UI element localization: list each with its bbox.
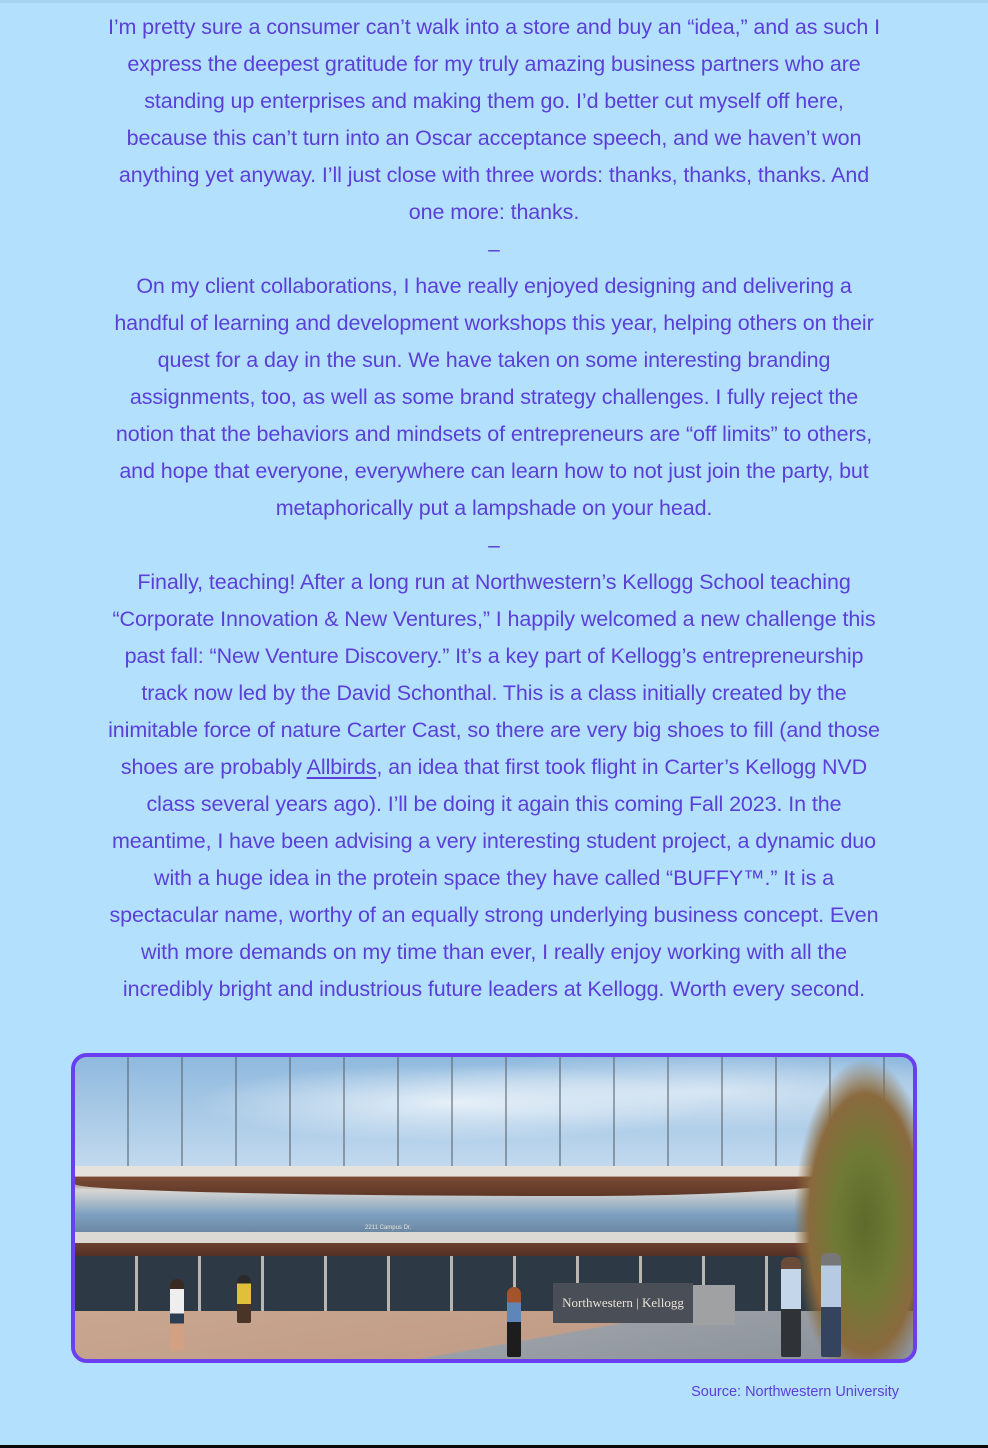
text-line: assignments, too, as well as some brand strategy challenges. I fully reject the bbox=[129, 385, 859, 409]
text-line: handful of learning and development workshops this year, helping others on their bbox=[114, 311, 874, 335]
photo-tree bbox=[793, 1057, 913, 1359]
text-line: anything yet anyway. I’ll just close with three words: thanks, thanks, thanks. And bbox=[118, 163, 870, 187]
kellogg-building-photo[interactable] bbox=[71, 1053, 917, 1363]
text-line-with-link bbox=[54, 749, 934, 786]
text-line: class several years ago). I’ll be doing it again this coming Fall 2023. In the bbox=[146, 792, 842, 816]
photo-lower-canopy bbox=[75, 1232, 913, 1259]
text-line: meantime, I have been advising a very interesting student project, a dynamic duo bbox=[111, 829, 877, 853]
text-line: with a huge idea in the protein space they have called “BUFFY™.” It is a bbox=[154, 866, 834, 890]
text-line: incredibly bright and industrious future leaders at Kellogg. Worth every second. bbox=[122, 977, 866, 1001]
text-line: I’m pretty sure a consumer can’t walk into a store and buy an “idea,” and as such I bbox=[107, 15, 881, 39]
photo-sign-stone bbox=[693, 1285, 735, 1325]
photo-person bbox=[507, 1287, 521, 1357]
photo-person bbox=[170, 1279, 184, 1351]
text-fragment: , an idea that first took flight in Carter’s Kellogg NVD bbox=[376, 755, 868, 779]
text-line: because this can’t turn into an Oscar acceptance speech, and we haven’t won bbox=[126, 126, 862, 150]
text-line: past fall: “New Venture Discovery.” It’s a key part of Kellogg’s entrepreneurship bbox=[124, 644, 864, 668]
text-line: track now led by the David Schonthal. This is a class initially created by the bbox=[141, 681, 847, 705]
paragraph-client-collaborations bbox=[54, 268, 934, 527]
text-line: quest for a day in the sun. We have taken on some interesting branding bbox=[157, 348, 831, 372]
text-line: notion that the behaviors and mindsets of entrepreneurs are “off limits” to others, bbox=[115, 422, 873, 446]
photo-person bbox=[781, 1257, 801, 1357]
text-fragment: shoes are probably bbox=[120, 755, 307, 779]
text-line: “Corporate Innovation & New Ventures,” I happily welcomed a new challenge this bbox=[112, 607, 876, 631]
section-separator: – bbox=[488, 238, 500, 261]
text-line: metaphorically put a lampshade on your head. bbox=[275, 496, 713, 520]
text-line: Finally, teaching! After a long run at Northwestern’s Kellogg School teaching bbox=[137, 570, 851, 594]
photo-address-plate: 2211 Campus Dr. bbox=[365, 1225, 412, 1231]
text-line: standing up enterprises and making them go. I’d better cut myself off here, bbox=[144, 89, 844, 113]
paragraph-gratitude bbox=[54, 9, 934, 231]
photo-person bbox=[237, 1275, 251, 1323]
text-line: spectacular name, worthy of an equally strong underlying business concept. Even bbox=[109, 903, 879, 927]
photo-wood-canopy bbox=[75, 1166, 913, 1196]
text-line: inimitable force of nature Carter Cast, so there are very big shoes to fill (and those bbox=[108, 718, 880, 742]
photo-kellogg-sign: Northwestern | Kellogg bbox=[553, 1283, 693, 1323]
paragraph-teaching bbox=[54, 564, 934, 1008]
section-separator: – bbox=[488, 534, 500, 557]
text-line: one more: thanks. bbox=[408, 200, 580, 224]
article-body bbox=[0, 9, 988, 1008]
photo-person bbox=[821, 1253, 841, 1357]
photo-upper-glass-facade bbox=[75, 1057, 913, 1172]
allbirds-link[interactable]: Allbirds bbox=[306, 755, 377, 779]
text-line: with more demands on my time than ever, I really enjoy working with all the bbox=[141, 940, 847, 964]
photo-caption: Source: Northwestern University bbox=[691, 1384, 899, 1400]
text-line: and hope that everyone, everywhere can learn how to not just join the party, but bbox=[119, 459, 869, 483]
text-line: express the deepest gratitude for my truly amazing business partners who are bbox=[127, 52, 861, 76]
text-line: On my client collaborations, I have really enjoyed designing and delivering a bbox=[136, 274, 852, 298]
top-edge bbox=[0, 0, 988, 3]
